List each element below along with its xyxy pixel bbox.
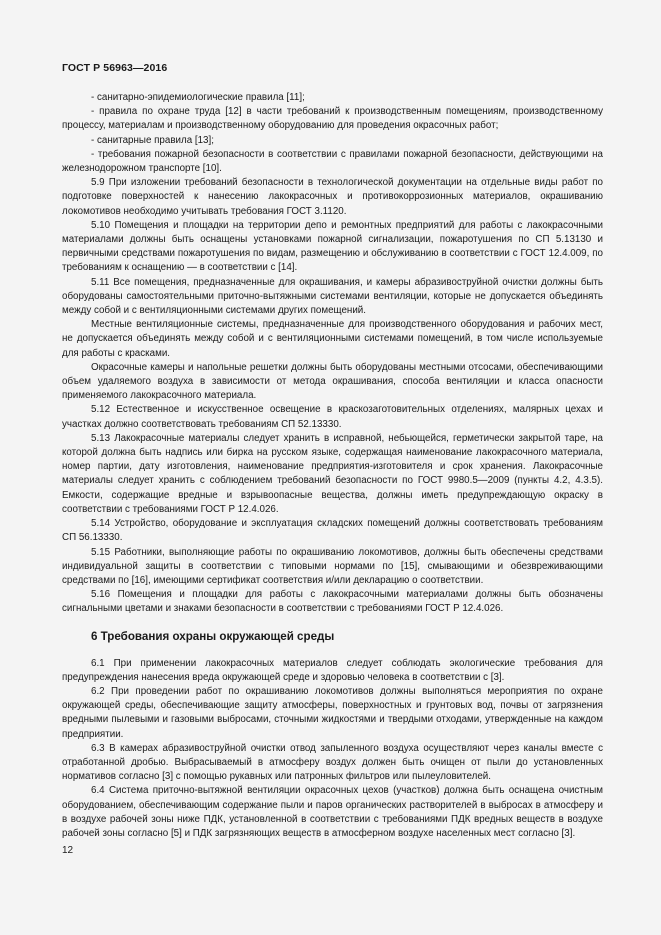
clause-5-12: 5.12 Естественное и искусственное освещение в краскозаготовительных отделениях, малярных цехах и участках должно соответствовать требованиям СП 52.13330.	[62, 404, 603, 430]
clause-5-10: 5.10 Помещения и площадки на территории депо и ремонтных предприятий для работы с лакокрасочными материалами должны быть оснащены установками пожарной сигнализации, пожаротушения по СП 5.13130 и первичными средствами пожаротушения по видам, размещению и обслуживанию в соответствии с ГОСТ 12.4.009, по требованиям к оснащению — в соответствии с [14].	[62, 219, 603, 274]
clause-6-4: 6.4 Система приточно-вытяжной вентиляции окрасочных цехов (участков) должна быть оснащена очистным оборудованием, обеспечивающим содержание пыли и паров органических растворителей в выбросах в атмосферу и в воздухе рабочей зоны ниже ПДК, установленной в соответствии с требованиями ПДК вредных веществ в воздухе рабочей зоны согласно [5] и ПДК загрязняющих веществ в атмосферном воздухе населенных мест согласно [3].	[62, 785, 603, 839]
clause-6-1: 6.1 При применении лакокрасочных материалов следует соблюдать экологические требования для предупреждения нанесения вреда окружающей среде и здоровью человека в соответствии с [3].	[62, 657, 603, 683]
list-item: - санитарные правила [13];	[91, 134, 214, 146]
clause-5-13: 5.13 Лакокрасочные материалы следует хранить в исправной, небьющейся, герметически закрытой таре, на которой должна быть надпись или бирка на русском языке, содержащая наименование лакокрасочного материала, номер партии, дату изготовления, наименование предприятия-изготовителя и срок хранения. Лакокрасочные материалы следует хранить с соблюдением требований безопасности по ГОСТ 9980.5—2009 (пункты 4.2, 4.3.5). Емкости, содержащие вредные и взрывоопасные вещества, должны иметь предупреждающую окраску в соответствии с требованиями ГОСТ Р 12.4.026.	[62, 432, 603, 515]
section-6-heading: 6 Требования охраны окружающей среды	[91, 629, 335, 643]
clause-6-2: 6.2 При проведении работ по окрашиванию локомотивов должны выполняться мероприятия по охране окружающей среды, обеспечивающие защиту атмосферы, поверхностных и грунтовых вод, почвы от загрязнения вредными пылевыми и газовыми выбросами, сточными жидкостями и твердыми отходами, утвержденные на каждом предприятии.	[62, 685, 603, 740]
page-number: 12	[62, 845, 74, 856]
paragraph: Местные вентиляционные системы, предназначенные для производственного оборудования и рабочих мест, не допускается объединять между собой и с вентиляционными системами помещений, в том числе используемые для работы с красками.	[62, 319, 603, 359]
clause-5-9: 5.9 При изложении требований безопасности в технологической документации на отдельные виды работ по подготовке поверхностей к нанесению лакокрасочных и противокоррозионных материалов, окрашиванию локомотивов необходимо учитывать требования ГОСТ 3.1120.	[62, 177, 603, 217]
list-item: - правила по охране труда [12] в части требований к производственным помещениям, производственному процессу, материалам и производственному оборудованию для проведения окрасочных работ;	[62, 106, 603, 132]
list-item: - требования пожарной безопасности в соответствии с правилами пожарной безопасности, действующими на железнодорожном транспорте [10].	[62, 148, 603, 175]
document-body	[62, 91, 603, 841]
standard-header: ГОСТ Р 56963—2016	[62, 62, 168, 74]
paragraph: Окрасочные камеры и напольные решетки должны быть оборудованы местными отсосами, обеспечивающими объем удаляемого воздуха в зависимости от метода окрашивания, способа вентиляции и класса опасности применяемого лакокрасочного материала.	[62, 361, 603, 402]
clause-5-11: 5.11 Все помещения, предназначенные для окрашивания, и камеры абразивоструйной очистки должны быть оборудованы самостоятельными приточно-вытяжными системами вентиляции, которые не допускается объединять между собой и с вентиляционными системами других помещений.	[62, 276, 603, 317]
clause-5-14: 5.14 Устройство, оборудование и эксплуатация складских помещений должны соответствовать требованиям СП 56.13330.	[62, 518, 603, 544]
clause-5-15: 5.15 Работники, выполняющие работы по окрашиванию локомотивов, должны быть обеспечены средствами индивидуальной защиты в соответствии с типовыми нормами по [15], смывающими и обезвреживающими средствами по [16], имеющими сертификат соответствия и/или декларацию о соответствии.	[62, 546, 603, 586]
clause-6-3: 6.3 В камерах абразивоструйной очистки отвод запыленного воздуха осуществляют через каналы вместе с отработанной дробью. Выбрасываемый в атмосферу воздух должен быть очищен от пыли до установленных нормативов согласно [3] с помощью рукавных или патронных фильтров или пылеуловителей.	[62, 742, 603, 783]
clause-5-16: 5.16 Помещения и площадки для работы с лакокрасочными материалами должны быть обозначены сигнальными цветами и знаками безопасности в соответствии с требованиями ГОСТ Р 12.4.026.	[62, 589, 603, 615]
list-item: - санитарно-эпидемиологические правила [11];	[91, 92, 305, 103]
